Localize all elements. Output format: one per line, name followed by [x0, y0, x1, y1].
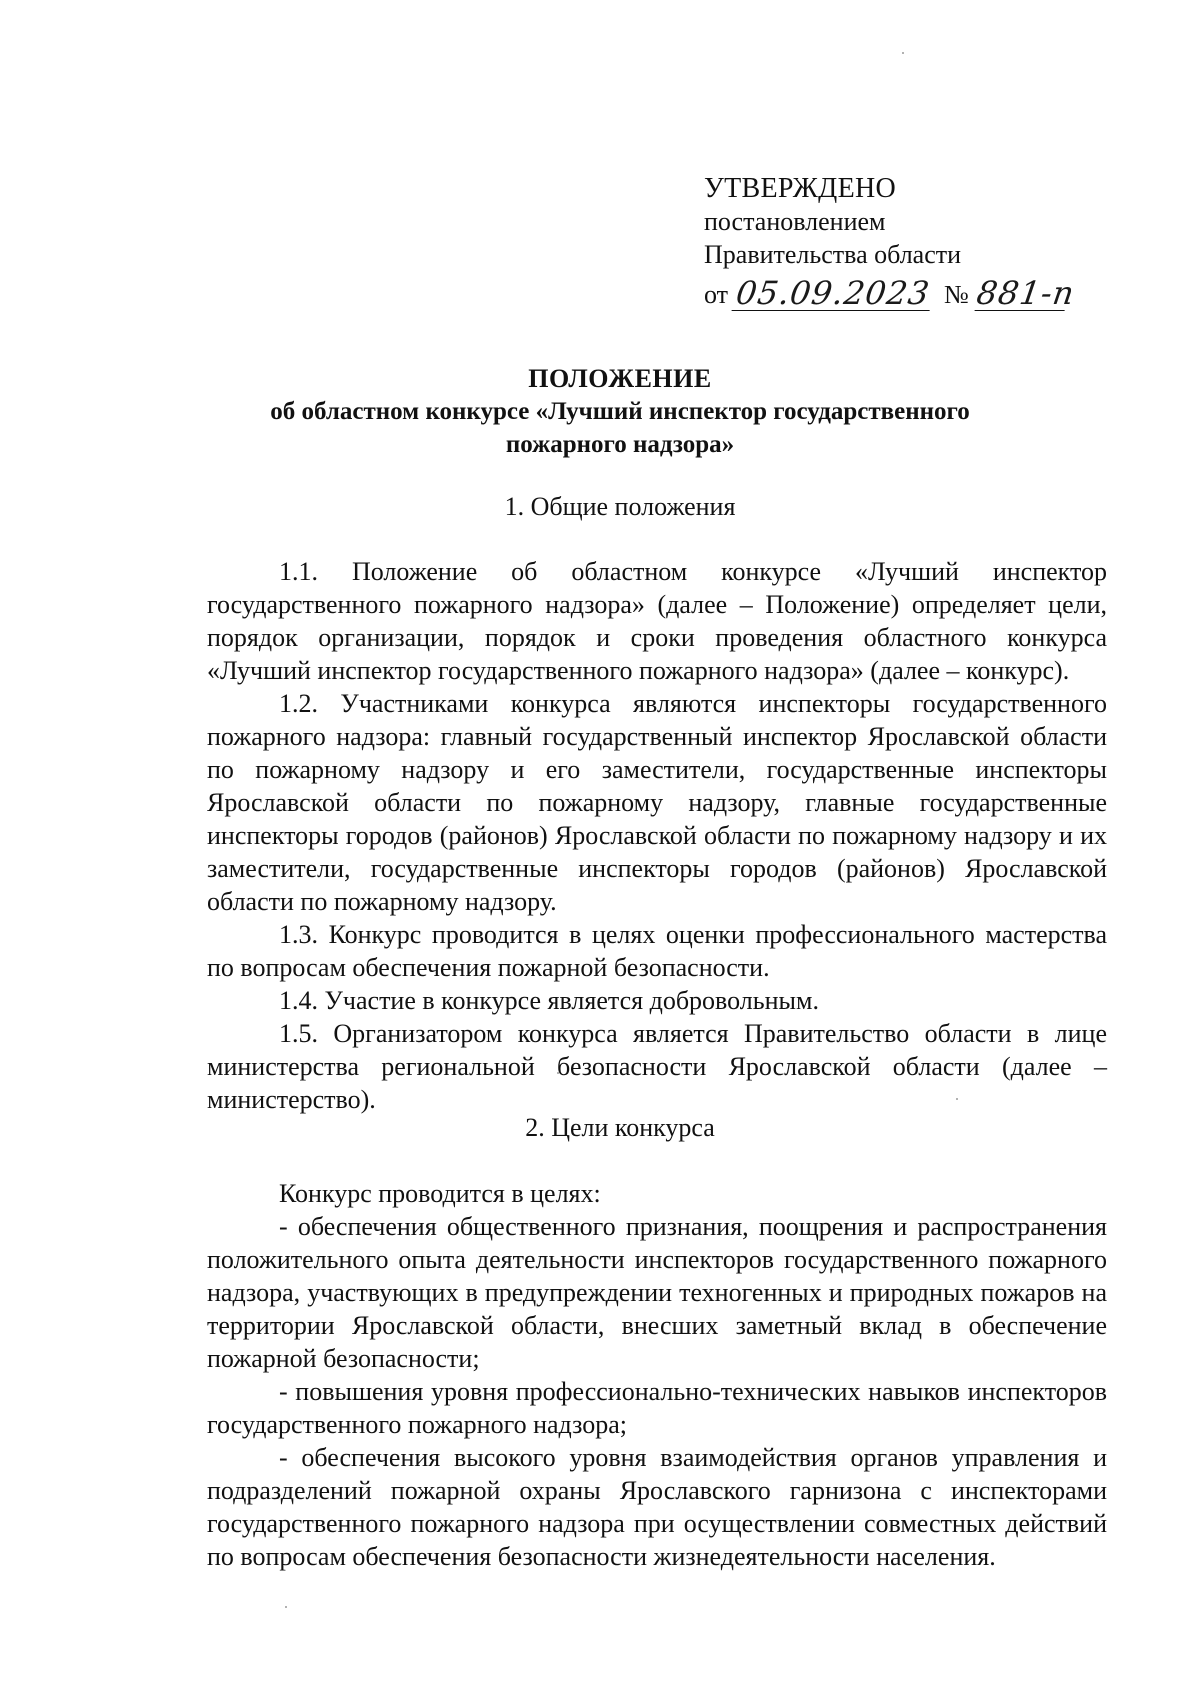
goal-item-3: - обеспечения высокого уровня взаимодействия органов управления и подразделений пожарной охраны Ярославского гарнизона с инспекторами государственного пожарного надзора при осуществлении совместных действий по вопросам обеспечения безопасности жизнедеятельности населения. — [207, 1443, 1107, 1571]
section1-heading: 1. Общие положения — [504, 492, 736, 521]
section2-body — [207, 1177, 1107, 1573]
approval-line-government: Правительства области — [704, 240, 962, 269]
paragraph-1-3: 1.3. Конкурс проводится в целях оценки профессионального мастерства по вопросам обеспечения пожарной безопасности. — [207, 920, 1107, 982]
section2-heading: 2. Цели конкурса — [525, 1113, 715, 1142]
handwritten-date: 05.09.2023 — [732, 276, 935, 311]
number-sign: № — [944, 280, 969, 309]
section2-intro: Конкурс проводится в целях: — [279, 1179, 601, 1208]
title-main: ПОЛОЖЕНИЕ — [528, 364, 712, 393]
approval-title: УТВЕРЖДЕНО — [704, 173, 897, 204]
approval-stamp — [704, 172, 1078, 312]
scan-speck — [902, 52, 904, 54]
goal-item-2: - повышения уровня профессионально-технических навыков инспекторов государственного пожарного надзора; — [207, 1377, 1107, 1439]
date-prefix: от — [704, 280, 729, 309]
scan-speck — [285, 1606, 287, 1608]
paragraph-1-2: 1.2. Участниками конкурса являются инспекторы государственного пожарного надзора: главный государственный инспектор Ярославской области по пожарному надзору и его заместители, государственные инспекторы Ярославской области по пожарному надзору, главные государственные инспекторы городов (районов) Ярославской области по пожарному надзору и их заместители, государственные инспекторы городов (районов) Ярославской области по пожарному надзору. — [207, 689, 1107, 916]
paragraph-1-5: 1.5. Организатором конкурса является Правительство области в лице министерства региональной безопасности Ярославской области (далее – министерство). — [207, 1019, 1107, 1114]
title-subtitle-line2: пожарного надзора» — [505, 431, 735, 458]
approval-line-resolution: постановлением — [704, 207, 886, 236]
section1-body — [207, 555, 1107, 1116]
document-title — [180, 362, 1060, 461]
handwritten-number: 881-п — [974, 274, 1078, 312]
title-subtitle-line1: об областном конкурсе «Лучший инспектор государственного — [270, 398, 970, 425]
paragraph-1-1: 1.1. Положение об областном конкурсе «Лучший инспектор государственного пожарного надзора» (далее – Положение) определяет цели, порядок организации, порядок и сроки проведения областного конкурса «Лучший инспектор государственного пожарного надзора» (далее – конкурс). — [207, 557, 1107, 685]
paragraph-1-4: 1.4. Участие в конкурсе является добровольным. — [279, 986, 819, 1015]
goal-item-1: - обеспечения общественного признания, поощрения и распространения положительного опыта деятельности инспекторов государственного пожарного надзора, участвующих в предупреждении техногенных и природных пожаров на территории Ярославской области, внесших заметный вклад в обеспечение пожарной безопасности; — [207, 1212, 1107, 1373]
approval-date-row — [704, 271, 1078, 312]
